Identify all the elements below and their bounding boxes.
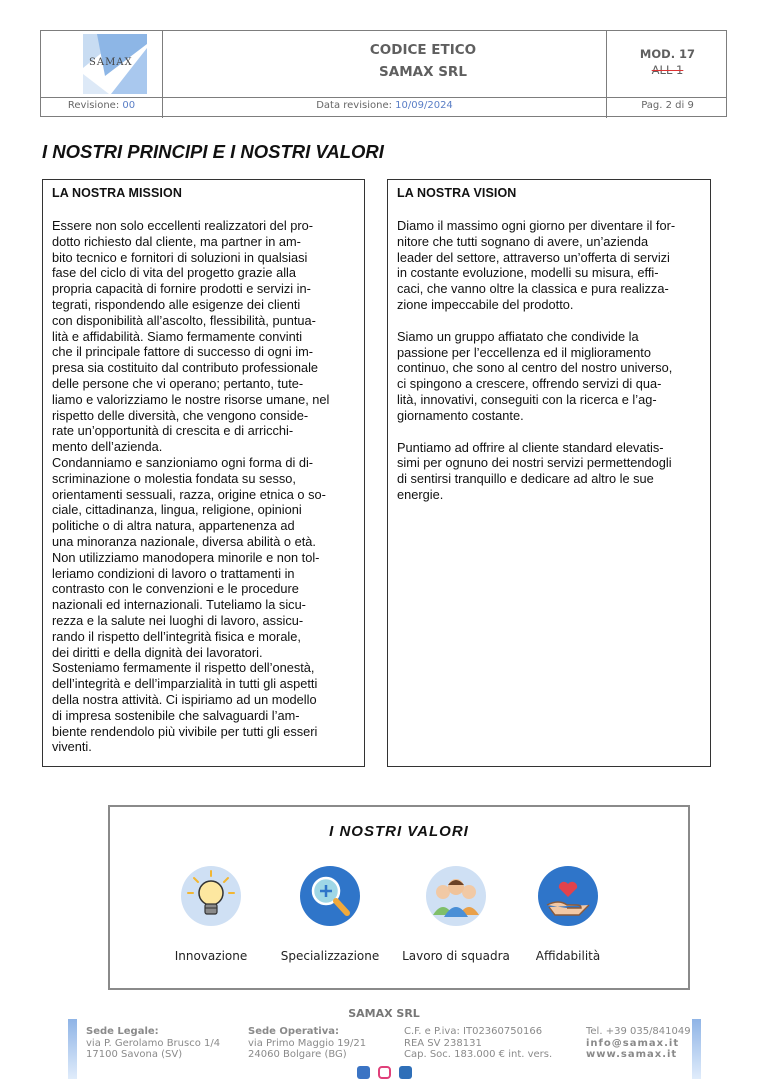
mission-title: LA NOSTRA MISSION [52,186,182,200]
value-label: Lavoro di squadra [402,949,510,963]
revision-date-cell [163,100,606,111]
value-item [393,865,519,963]
document-header [40,30,727,117]
team-icon [425,865,487,927]
vision-title: LA NOSTRA VISION [397,186,517,200]
website-link[interactable]: www.samax.it [586,1049,678,1060]
values-title: I NOSTRI VALORI [329,823,469,840]
phone: Tel. +39 035/841049 [586,1026,691,1037]
vision-paragraph: Diamo il massimo ogni giorno per diventare il for- nitore che tutti sognano di avere, un’azienda leader del settore, attraverso un’offerta di servizi in costante evoluzione, modelli su misura, effi- caci, che vanno oltre la classica e pura realizza- zione impeccabile del prodotto. [397,218,676,312]
logo-text: SAMAX [89,57,133,68]
heart-hand-icon [537,865,599,927]
revision-label: Revisione: [67,100,120,111]
instagram-icon[interactable] [378,1066,391,1079]
mission-box [42,179,365,767]
footer-operative-address [248,1026,366,1061]
vision-paragraph: Siamo un gruppo affiatato che condivide la passione per l’eccellenza ed il miglioramento continuo, che sono al centro del nostro universo, ci spingono a crescere, offrendo servizi di qua- lità, innovativi, conseguiti con la ricerca e l’ag- giornamento costante. [397,328,673,423]
date-value: 10/09/2024 [395,100,453,111]
value-label: Innovazione [174,949,248,963]
operative-label: Sede Operativa: [248,1026,340,1037]
revision-value: 00 [122,100,136,111]
value-item [148,865,274,963]
date-label: Data revisione: [316,100,392,111]
header-divider [41,97,726,98]
vision-box [387,179,711,767]
legal-city: 17100 Savona (SV) [86,1049,183,1060]
vision-paragraph: Puntiamo ad offrire al cliente standard elevatis- simi per ognuno dei nostri servizi permettendogli di sentirsi tranquillo e dedicare ad altro le sue energie. [397,439,672,502]
legal-street: via P. Gerolamo Brusco 1/4 [86,1037,221,1049]
page-number: Pag. 2 di 9 [641,100,694,111]
company-title: SAMAX SRL [379,64,467,80]
email-link[interactable]: info@samax.it [586,1037,680,1049]
lightbulb-icon [180,865,242,927]
footer-accent-bar [68,1019,77,1079]
value-item [267,865,393,963]
document-title: CODICE ETICO [369,42,477,58]
value-item [505,865,631,963]
revision-cell [41,100,162,111]
values-panel [108,805,690,990]
section-title: I NOSTRI PRINCIPI E I NOSTRI VALORI [42,141,384,162]
footer-contacts [586,1026,691,1061]
linkedin-icon[interactable] [399,1066,412,1079]
operative-city: 24060 Bolgare (BG) [248,1049,347,1060]
module-code: MOD. 17 [639,47,696,61]
footer-accent-bar [692,1019,701,1079]
rea-number: REA SV 238131 [404,1037,482,1049]
fiscal-code: C.F. e P.iva: IT02360750166 [404,1026,543,1037]
attachment-code: ALL 1 [651,63,684,77]
footer-company: SAMAX SRL [348,1007,420,1020]
share-capital: Cap. Soc. 183.000 € int. vers. [404,1049,553,1060]
legal-label: Sede Legale: [86,1026,159,1037]
magnifier-icon [299,865,361,927]
facebook-icon[interactable] [357,1066,370,1079]
footer-legal-address [86,1026,220,1061]
mission-text: Essere non solo eccellenti realizzatori del pro- dotto richiesto dal cliente, ma partner in am- bito tecnico e fornitori di soluzioni in qualsiasi fase del ciclo di vita del progetto grazie alla propria capacità di fornire prodotti e servizi in- tegrati, rispondendo alle esigenze dei clienti con disponibilità all’ascolto, flessibilità, puntua- lità e affidabilità. Siamo fermamente convinti che il principale fattore di successo di ogni im- presa sia costituito dal contributo professionale delle persone che vi operano; pertanto, tute- liamo e valorizziamo le nostre risorse umane, nel rispetto delle diversità, che vengono conside- rate un’opportunità di crescita e di arricchi- mento dell’azienda. Condanniamo e sanzioniamo ogni forma di di- scriminazione o molestia fondata su sesso, orientamenti sessuali, razza, origine etnica o so- ciale, cittadinanza, lingua, religione, opinioni politiche o di altra natura, appartenenza ad una minoranza nazionale, diversa abilità o età. Non utilizziamo manodopera minorile e non tol- leriamo condizioni di lavoro o trattamenti in contrasto con le convenzioni e le procedure nazionali ed internazionali. Tuteliamo la sicu- rezza e la salute nei luoghi di lavoro, assicu- rando il rispetto dell’integrità fisica e morale, dei diritti e della dignità dei lavoratori. Sosteniamo fermamente il rispetto dell’onestà, dell’integrità e dell’imparzialità in tutti gli aspetti della nostra attività. Ci ispiriamo ad un modello di impresa sostenibile che salvaguardi l’am- biente rendendolo più vivibile per tutti gli esseri viventi. [52,218,330,755]
value-label: Specializzazione [280,949,380,963]
footer-fiscal-info [404,1026,552,1061]
operative-street: via Primo Maggio 19/21 [248,1037,367,1049]
value-label: Affidabilità [535,949,601,963]
